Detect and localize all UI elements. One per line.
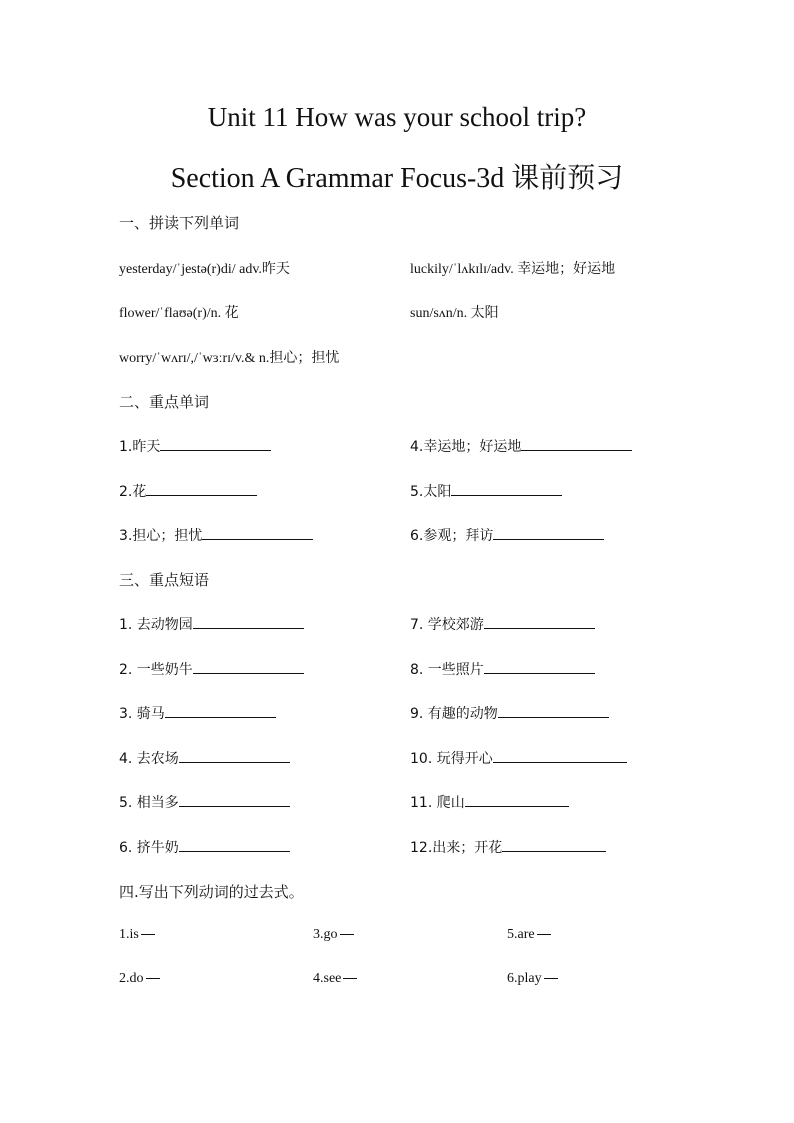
vocab-item bbox=[410, 436, 632, 456]
section-4-heading: 四.写出下列动词的过去式。 bbox=[119, 883, 304, 901]
verb-item bbox=[313, 971, 357, 987]
answer-blank[interactable] bbox=[160, 436, 271, 451]
phrase-item bbox=[119, 703, 276, 723]
answer-blank[interactable] bbox=[484, 659, 595, 674]
vocab-label: 5.太阳 bbox=[410, 484, 452, 500]
vocab-item bbox=[410, 481, 562, 501]
vocab-item bbox=[119, 436, 271, 456]
verb-item bbox=[313, 927, 354, 943]
answer-dash[interactable] bbox=[343, 978, 357, 979]
answer-blank[interactable] bbox=[465, 792, 569, 807]
answer-blank[interactable] bbox=[146, 481, 257, 496]
answer-dash[interactable] bbox=[340, 934, 354, 935]
page-subtitle: Section A Grammar Focus-3d 课前预习 bbox=[170, 163, 624, 194]
phrase-item bbox=[410, 837, 606, 857]
phrase-item bbox=[119, 614, 304, 634]
vocab-label: 2.花 bbox=[119, 484, 147, 500]
verb-label: 4.see bbox=[313, 971, 342, 986]
phrase-label: 3. 骑马 bbox=[119, 706, 165, 722]
word-worry: worry/ˈwʌrɪ/,/ˈwɜːrɪ/v.& n.担心；担忧 bbox=[119, 351, 340, 366]
answer-blank[interactable] bbox=[451, 481, 562, 496]
phrase-label: 9. 有趣的动物 bbox=[410, 706, 498, 722]
answer-dash[interactable] bbox=[146, 978, 160, 979]
answer-blank[interactable] bbox=[193, 659, 304, 674]
phrase-label: 11. 爬山 bbox=[410, 795, 465, 811]
answer-blank[interactable] bbox=[179, 837, 290, 852]
answer-blank[interactable] bbox=[498, 703, 609, 718]
answer-dash[interactable] bbox=[537, 934, 551, 935]
phrase-item bbox=[119, 837, 290, 857]
verb-label: 6.play bbox=[507, 971, 542, 986]
verb-label: 2.do bbox=[119, 971, 144, 986]
phrase-item bbox=[410, 659, 595, 679]
answer-blank[interactable] bbox=[493, 525, 604, 540]
verb-label: 3.go bbox=[313, 927, 338, 942]
word-sun: sun/sʌn/n. 太阳 bbox=[410, 306, 499, 321]
section-1-heading: 一、拼读下列单词 bbox=[119, 214, 240, 232]
vocab-item bbox=[119, 481, 257, 501]
answer-blank[interactable] bbox=[484, 614, 595, 629]
answer-blank[interactable] bbox=[502, 837, 606, 852]
verb-item bbox=[119, 971, 160, 987]
word-flower: flower/ˈflaʊə(r)/n. 花 bbox=[119, 306, 239, 321]
phrase-item bbox=[119, 659, 304, 679]
section-2-heading: 二、重点单词 bbox=[119, 393, 210, 411]
verb-item bbox=[507, 971, 558, 987]
vocab-label: 3.担心；担忧 bbox=[119, 528, 203, 544]
section-3-heading: 三、重点短语 bbox=[119, 571, 210, 589]
vocab-item bbox=[119, 525, 313, 545]
phrase-item bbox=[410, 748, 627, 768]
phrase-item bbox=[119, 748, 290, 768]
phrase-label: 6. 挤牛奶 bbox=[119, 840, 179, 856]
phrase-item bbox=[410, 703, 609, 723]
answer-dash[interactable] bbox=[141, 934, 155, 935]
vocab-label: 6.参观；拜访 bbox=[410, 528, 494, 544]
vocab-item bbox=[410, 525, 604, 545]
phrase-label: 12.出来；开花 bbox=[410, 840, 503, 856]
vocab-label: 1.昨天 bbox=[119, 439, 161, 455]
verb-item bbox=[119, 927, 155, 943]
answer-dash[interactable] bbox=[544, 978, 558, 979]
answer-blank[interactable] bbox=[521, 436, 632, 451]
answer-blank[interactable] bbox=[193, 614, 304, 629]
answer-blank[interactable] bbox=[179, 792, 290, 807]
word-yesterday: yesterday/ˈjestə(r)di/ adv.昨天 bbox=[119, 262, 290, 277]
phrase-item bbox=[410, 614, 595, 634]
phrase-label: 2. 一些奶牛 bbox=[119, 662, 193, 678]
word-luckily: luckily/ˈlʌkɪlɪ/adv. 幸运地；好运地 bbox=[410, 262, 616, 277]
answer-blank[interactable] bbox=[202, 525, 313, 540]
answer-blank[interactable] bbox=[165, 703, 276, 718]
page-title: Unit 11 How was your school trip? bbox=[207, 102, 587, 132]
phrase-label: 8. 一些照片 bbox=[410, 662, 484, 678]
verb-label: 5.are bbox=[507, 927, 535, 942]
verb-item bbox=[507, 927, 551, 943]
phrase-label: 4. 去农场 bbox=[119, 751, 179, 767]
phrase-label: 7. 学校郊游 bbox=[410, 617, 484, 633]
phrase-item bbox=[410, 792, 569, 812]
phrase-label: 5. 相当多 bbox=[119, 795, 179, 811]
answer-blank[interactable] bbox=[493, 748, 627, 763]
answer-blank[interactable] bbox=[179, 748, 290, 763]
phrase-label: 10. 玩得开心 bbox=[410, 751, 493, 767]
vocab-label: 4.幸运地；好运地 bbox=[410, 439, 522, 455]
phrase-label: 1. 去动物园 bbox=[119, 617, 193, 633]
verb-label: 1.is bbox=[119, 927, 139, 942]
phrase-item bbox=[119, 792, 290, 812]
